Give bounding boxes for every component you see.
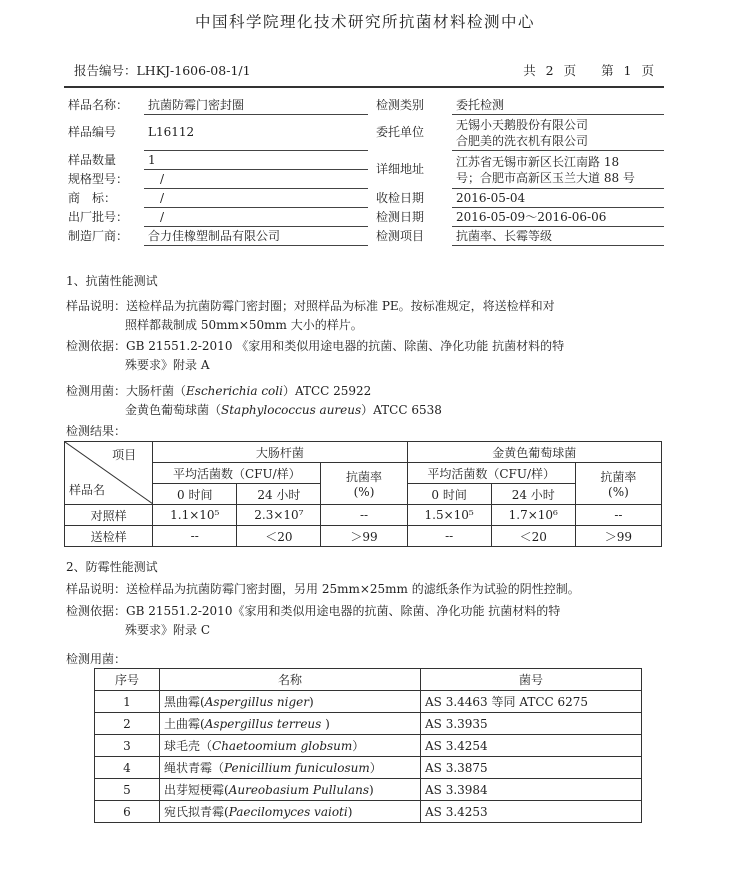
fungi-table bbox=[94, 668, 642, 823]
brand-value: / bbox=[144, 189, 368, 208]
qty-value: 1 bbox=[144, 151, 368, 170]
cell: -- bbox=[321, 505, 407, 526]
cell-no: 5 bbox=[95, 779, 160, 801]
table-row bbox=[65, 463, 662, 484]
table-header-row bbox=[95, 669, 642, 691]
antifungal-desc: 样品说明：送检样品为抗菌防霉门密封圈，另用 25mm×25mm 的滤纸条作为试验的阴性控制。 bbox=[66, 582, 580, 596]
page-count: 共 2 页 第 1 页 bbox=[523, 63, 654, 78]
report-number: 报告编号：LHKJ-1606-08-1/1 bbox=[74, 63, 251, 78]
sample-name-label: 样品名称： bbox=[68, 97, 129, 112]
cell-name: 黑曲霉(Aspergillus niger) bbox=[160, 691, 421, 713]
saureus-header: 金黄色葡萄球菌 bbox=[407, 442, 661, 463]
cell: 2.3×10⁷ bbox=[237, 505, 321, 526]
saureus-rate-header: 抗菌率 (%) bbox=[575, 463, 661, 505]
corner-cell bbox=[65, 442, 153, 505]
cell: -- bbox=[575, 505, 661, 526]
received-label: 收检日期 bbox=[376, 190, 425, 205]
ecoli-t0-header: 0 时间 bbox=[153, 484, 237, 505]
client-value: 无锡小天鹅股份有限公司 合肥美的洗衣机有限公司 bbox=[452, 115, 664, 151]
cell-name: 宛氏拟青霉(Paecilomyces vaioti) bbox=[160, 801, 421, 823]
results-label: 检测结果： bbox=[66, 424, 127, 438]
cell: 1.7×10⁶ bbox=[491, 505, 575, 526]
table-row bbox=[95, 757, 642, 779]
cell-code: AS 3.4463 等同 ATCC 6275 bbox=[421, 691, 642, 713]
antibacterial-desc: 样品说明：送检样品为抗菌防霉门密封圈；对照样品为标准 PE。按标准规定，将送检样和对 照样都裁制成 50mm×50mm 大小的样片。 bbox=[66, 299, 555, 332]
corner-sample-label: 样品名 bbox=[69, 483, 106, 497]
table-row bbox=[95, 735, 642, 757]
cell-code: AS 3.3935 bbox=[421, 713, 642, 735]
header-rule bbox=[64, 86, 664, 88]
ecoli-rate-header: 抗菌率 (%) bbox=[321, 463, 407, 505]
saureus-t24-header: 24 小时 bbox=[491, 484, 575, 505]
info-row bbox=[64, 189, 664, 208]
col-no: 序号 bbox=[95, 669, 160, 691]
antibacterial-results-table bbox=[64, 441, 662, 547]
info-row bbox=[64, 227, 664, 246]
items-value: 抗菌率、长霉等级 bbox=[452, 227, 664, 246]
model-value: / bbox=[144, 170, 368, 189]
ecoli-header: 大肠杆菌 bbox=[153, 442, 407, 463]
section-antibacterial-heading: 1、抗菌性能测试 bbox=[66, 274, 158, 288]
cell: ＞99 bbox=[575, 526, 661, 547]
address-value: 江苏省无锡市新区长江南路 18 号；合肥市高新区玉兰大道 88 号 bbox=[452, 151, 664, 189]
cell: 1.1×10⁵ bbox=[153, 505, 237, 526]
ecoli-avg-count-header: 平均活菌数（CFU/样） bbox=[153, 463, 321, 484]
info-row bbox=[64, 115, 664, 151]
antibacterial-basis: 检测依据：GB 21551.2-2010 《家用和类似用途电器的抗菌、除菌、净化功能 抗菌材料的特 殊要求》附录 A bbox=[66, 339, 565, 372]
cell: ＜20 bbox=[491, 526, 575, 547]
row-name: 送检样 bbox=[65, 526, 153, 547]
cell-name: 出芽短梗霉(Aureobasium Pullulans) bbox=[160, 779, 421, 801]
cell-name: 土曲霉(Aspergillus terreus ) bbox=[160, 713, 421, 735]
info-row bbox=[64, 96, 664, 115]
test-type-label: 检测类别 bbox=[376, 97, 425, 112]
col-name: 名称 bbox=[160, 669, 421, 691]
sample-no-value: L16112 bbox=[144, 115, 368, 151]
antibacterial-strains: 检测用菌：大肠杆菌（Escherichia coli）ATCC 25922 金黄色葡萄球菌（Staphylococcus aureus）ATCC 6538 bbox=[66, 384, 442, 417]
cell-code: AS 3.4254 bbox=[421, 735, 642, 757]
table-row bbox=[65, 526, 662, 547]
antifungal-basis: 检测依据：GB 21551.2-2010《家用和类似用途电器的抗菌、除菌、净化功能 抗菌材料的特 殊要求》附录 C bbox=[66, 604, 561, 637]
saureus-t0-header: 0 时间 bbox=[407, 484, 491, 505]
col-code: 菌号 bbox=[421, 669, 642, 691]
sample-no-label: 样品编号 bbox=[68, 125, 117, 139]
cell-code: AS 3.4253 bbox=[421, 801, 642, 823]
table-row bbox=[95, 779, 642, 801]
batch-label: 出厂批号： bbox=[68, 209, 129, 224]
cell-no: 3 bbox=[95, 735, 160, 757]
info-row bbox=[64, 208, 664, 227]
cell-no: 2 bbox=[95, 713, 160, 735]
info-row bbox=[64, 151, 664, 170]
batch-value: / bbox=[144, 208, 368, 227]
cell-name: 绳状青霉（Penicillium funiculosum） bbox=[160, 757, 421, 779]
cell-name: 球毛壳（Chaetoomium globsum） bbox=[160, 735, 421, 757]
cell: 1.5×10⁵ bbox=[407, 505, 491, 526]
antifungal-strain-label: 检测用菌： bbox=[66, 652, 127, 666]
corner-item-label: 项目 bbox=[112, 448, 137, 462]
cell: -- bbox=[153, 526, 237, 547]
test-date-label: 检测日期 bbox=[376, 209, 425, 224]
maker-label: 制造厂商： bbox=[68, 228, 129, 243]
cell-no: 1 bbox=[95, 691, 160, 713]
table-row bbox=[65, 442, 662, 463]
cell: -- bbox=[407, 526, 491, 547]
cell-code: AS 3.3875 bbox=[421, 757, 642, 779]
cell: ＜20 bbox=[237, 526, 321, 547]
address-label: 详细地址 bbox=[376, 162, 425, 176]
cell: ＞99 bbox=[321, 526, 407, 547]
ecoli-t24-header: 24 小时 bbox=[237, 484, 321, 505]
cell-no: 4 bbox=[95, 757, 160, 779]
table-row bbox=[95, 801, 642, 823]
saureus-avg-count-header: 平均活菌数（CFU/样） bbox=[407, 463, 575, 484]
sample-info-table bbox=[64, 96, 664, 246]
row-name: 对照样 bbox=[65, 505, 153, 526]
table-row bbox=[65, 505, 662, 526]
model-label: 规格型号： bbox=[68, 171, 129, 186]
received-value: 2016-05-04 bbox=[452, 189, 664, 208]
client-label: 委托单位 bbox=[376, 125, 425, 139]
table-row bbox=[95, 691, 642, 713]
section-antifungal-heading: 2、防霉性能测试 bbox=[66, 560, 158, 574]
brand-label: 商 标： bbox=[68, 190, 117, 205]
test-type-value: 委托检测 bbox=[452, 96, 664, 115]
sample-name-value: 抗菌防霉门密封圈 bbox=[144, 96, 368, 115]
items-label: 检测项目 bbox=[376, 228, 425, 243]
qty-label: 样品数量 bbox=[68, 152, 117, 167]
table-row bbox=[95, 713, 642, 735]
cell-code: AS 3.3984 bbox=[421, 779, 642, 801]
maker-value: 合力佳橡塑制品有限公司 bbox=[144, 227, 368, 246]
report-title: 中国科学院理化技术研究所抗菌材料检测中心 bbox=[194, 13, 535, 31]
cell-no: 6 bbox=[95, 801, 160, 823]
test-date-value: 2016-05-09～2016-06-06 bbox=[452, 208, 664, 227]
